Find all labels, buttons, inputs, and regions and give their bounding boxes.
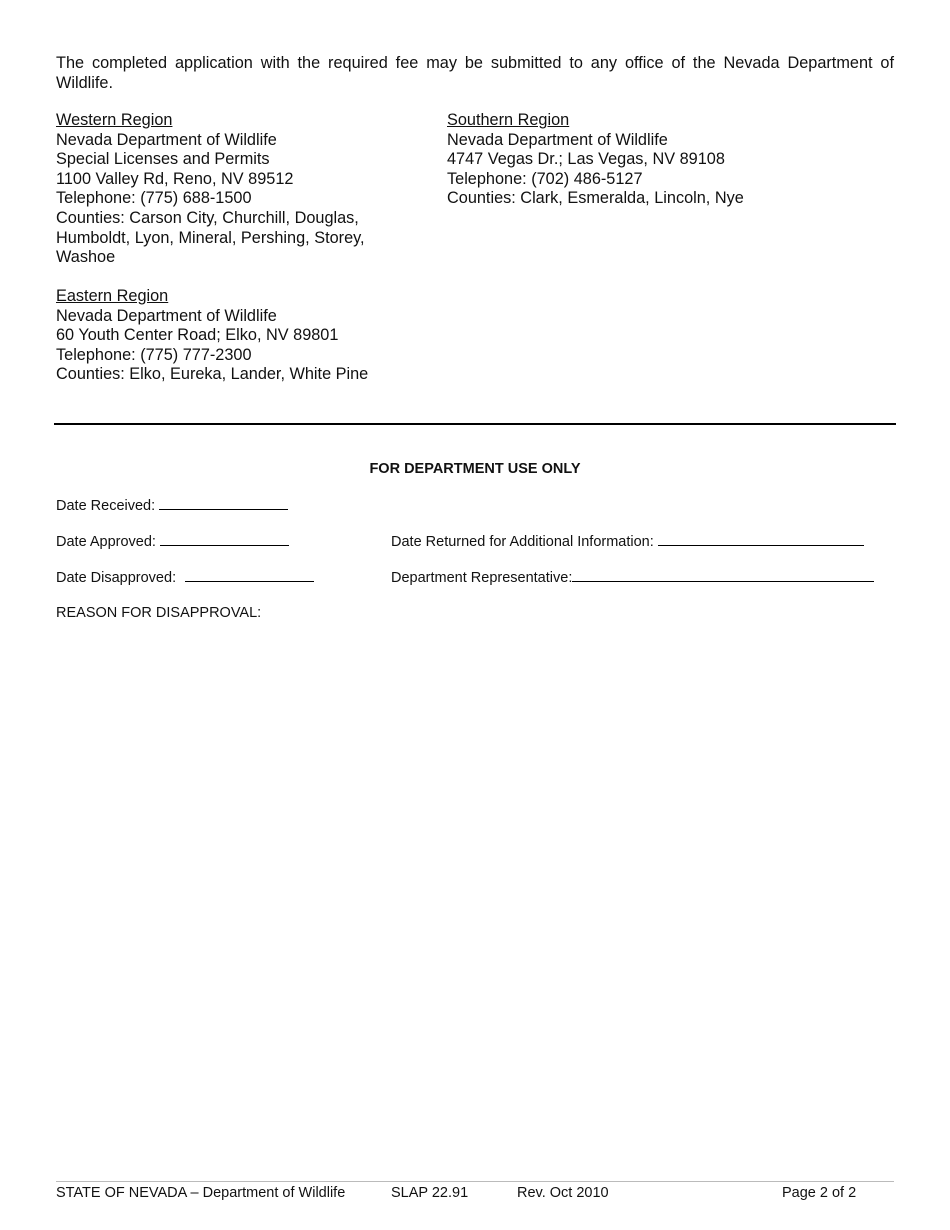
date-disapproved-field[interactable] <box>56 568 314 587</box>
date-returned-field[interactable] <box>391 532 864 551</box>
reason-for-disapproval-label: REASON FOR DISAPPROVAL: <box>56 605 262 621</box>
date-received-field[interactable] <box>56 496 288 515</box>
western-region-block <box>56 111 401 268</box>
footer-page-number: Page 2 of 2 <box>782 1185 857 1201</box>
eastern-region-address: 60 Youth Center Road; Elko, NV 89801 <box>56 326 339 345</box>
footer-form-code: SLAP 22.91 <box>391 1185 469 1201</box>
footer-divider <box>56 1181 894 1182</box>
intro-paragraph: The completed application with the required fee may be submitted to any office of the Nevada Department of Wildlife. <box>56 54 894 92</box>
eastern-region-counties: Counties: Elko, Eureka, Lander, White Pine <box>56 365 369 384</box>
southern-region-counties: Counties: Clark, Esmeralda, Lincoln, Nye <box>447 189 744 208</box>
western-region-office: Special Licenses and Permits <box>56 150 270 169</box>
southern-region-block <box>447 111 807 209</box>
date-approved-label: Date Approved: <box>56 534 156 550</box>
date-approved-field[interactable] <box>56 532 289 551</box>
date-disapproved-blank[interactable] <box>185 568 314 582</box>
western-region-telephone: Telephone: (775) 688-1500 <box>56 189 252 208</box>
date-received-label: Date Received: <box>56 498 156 514</box>
southern-region-telephone: Telephone: (702) 486-5127 <box>447 169 643 188</box>
southern-region-agency: Nevada Department of Wildlife <box>447 130 668 149</box>
western-region-counties: Counties: Carson City, Churchill, Douglas, Humboldt, Lyon, Mineral, Pershing, Storey, Washoe <box>56 208 365 267</box>
eastern-region-block <box>56 287 416 385</box>
date-received-blank[interactable] <box>159 496 288 510</box>
southern-region-address: 4747 Vegas Dr.; Las Vegas, NV 89108 <box>447 150 725 169</box>
footer-revision: Rev. Oct 2010 <box>517 1185 609 1201</box>
western-region-title: Western Region <box>56 111 173 129</box>
date-approved-blank[interactable] <box>160 532 289 546</box>
department-representative-label: Department Representative: <box>391 570 573 586</box>
date-disapproved-label: Date Disapproved: <box>56 570 177 586</box>
date-returned-blank[interactable] <box>658 532 864 546</box>
eastern-region-telephone: Telephone: (775) 777-2300 <box>56 345 252 364</box>
department-representative-field[interactable] <box>391 568 874 587</box>
western-region-agency: Nevada Department of Wildlife <box>56 130 277 149</box>
date-returned-label: Date Returned for Additional Information: <box>391 534 654 550</box>
western-region-address: 1100 Valley Rd, Reno, NV 89512 <box>56 169 294 188</box>
eastern-region-agency: Nevada Department of Wildlife <box>56 306 277 325</box>
footer-state-agency: STATE OF NEVADA – Department of Wildlife <box>56 1185 346 1201</box>
southern-region-title: Southern Region <box>447 111 570 129</box>
section-divider <box>54 423 896 425</box>
department-use-title: FOR DEPARTMENT USE ONLY <box>369 461 581 477</box>
department-representative-blank[interactable] <box>572 568 874 582</box>
eastern-region-title: Eastern Region <box>56 287 169 305</box>
